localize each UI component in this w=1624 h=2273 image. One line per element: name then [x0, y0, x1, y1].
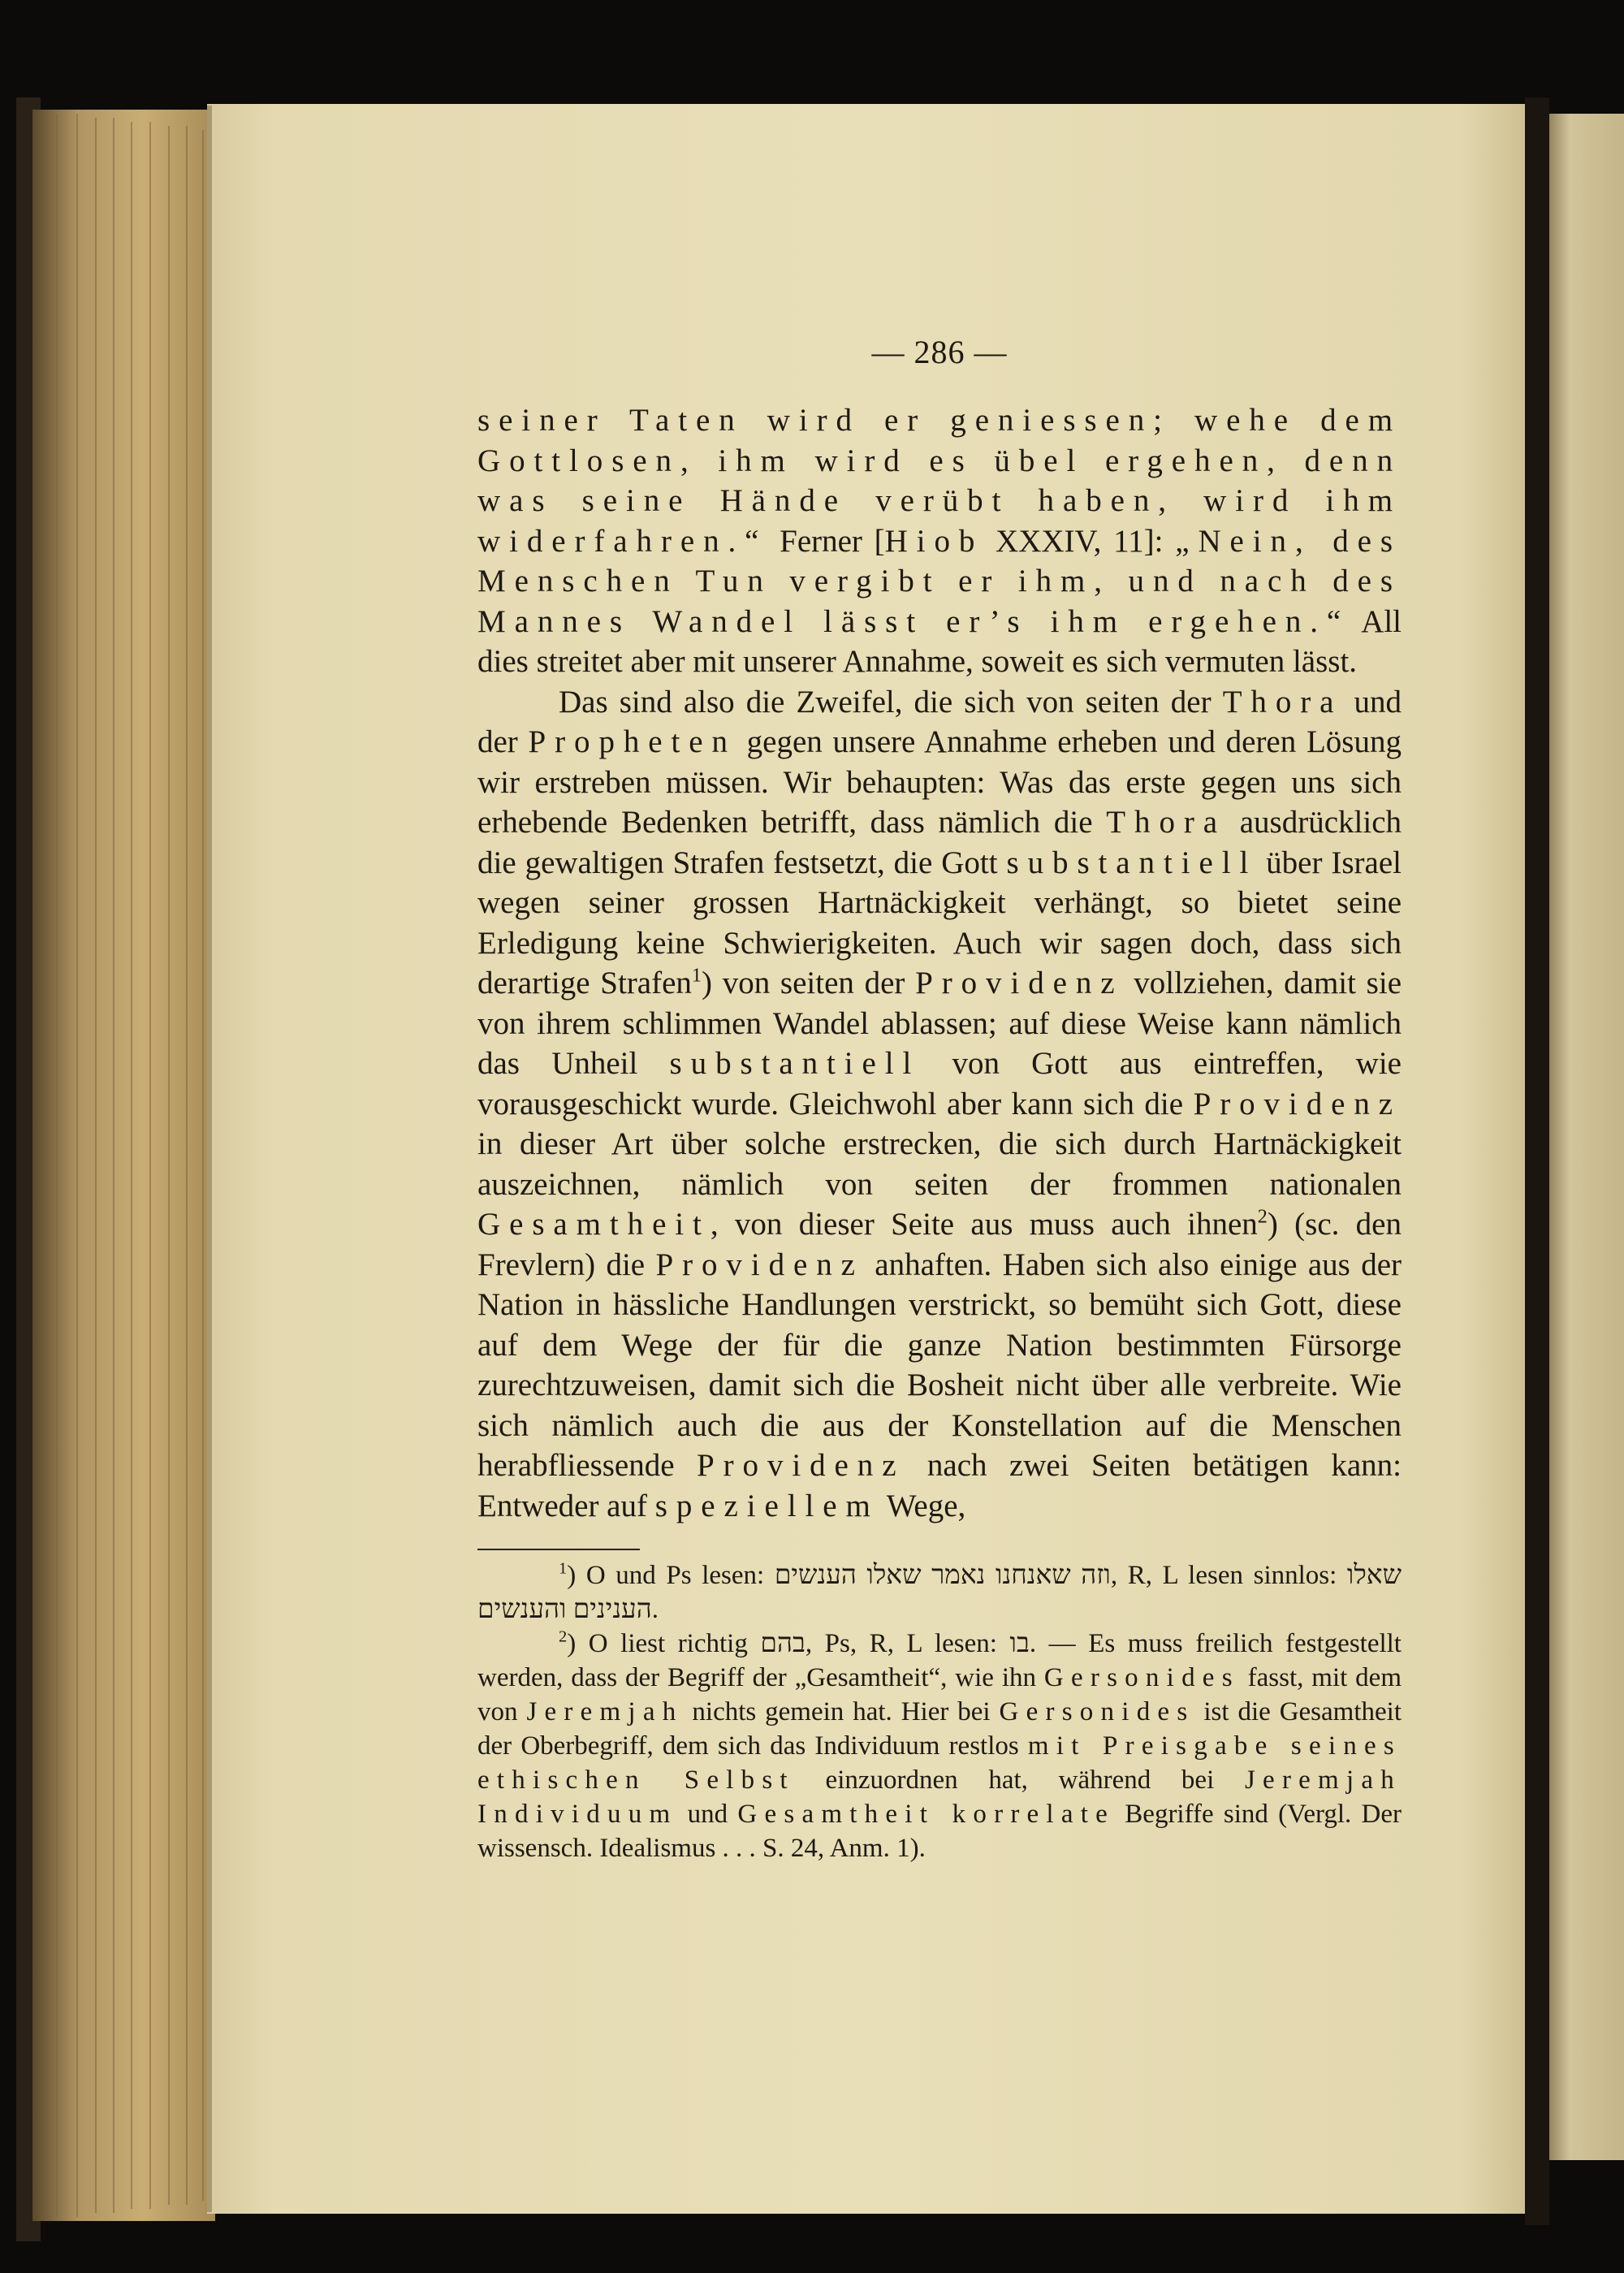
footnote-2 — [477, 1627, 1402, 1865]
footnote-ref: 2 — [1257, 1205, 1268, 1228]
footnote-ref: 1 — [691, 964, 702, 987]
text-run: gegen unsere Annahme erheben und deren Lösung wir erstreben müssen. Wir behaupten: Was das erste gegen uns sich erhebende Bedenken betrifft, dass nämlich die — [477, 724, 1402, 840]
spaced-text: Gersonides — [1043, 1663, 1240, 1692]
spaced-text: Gesamtheit korrelate — [737, 1800, 1116, 1829]
page-number: — 286 — — [871, 334, 1008, 370]
text-run: einzuordnen hat, während bei — [794, 1765, 1245, 1795]
hebrew-text: וזה שאנחנו נאמר שאלו הענשים — [774, 1561, 1111, 1590]
text-run: All dies streitet aber mit unserer Annahme, soweit es sich vermuten lässt. — [477, 603, 1402, 679]
text-run: über Israel wegen seiner grossen Hartnäckigkeit verhängt, so bietet seine Erledigung keine Schwierigkeiten. Auch wir sagen doch, dass sich derartige Strafen — [477, 845, 1402, 1000]
hebrew-text: בהם — [760, 1629, 806, 1658]
text-run: , von dieser Seite aus muss auch ihnen — [710, 1207, 1258, 1242]
spaced-text: Providenz — [697, 1448, 905, 1483]
spaced-text: Gesamtheit — [477, 1207, 710, 1242]
text-run: und der — [477, 684, 1402, 759]
text-run: ) (sc. den Frevlern) die — [477, 1207, 1402, 1282]
binding-shadow — [1525, 97, 1549, 2225]
page-edges-stack — [32, 110, 215, 2221]
text-run: , R, L lesen sinnlos: — [1110, 1561, 1347, 1590]
text-run: Ferner [ — [767, 523, 885, 559]
footnote-rule — [477, 1549, 640, 1550]
spaced-text: Gersonides — [999, 1697, 1195, 1726]
spaced-text: Propheten — [528, 724, 736, 759]
page-text — [477, 333, 1402, 1865]
spaced-text: Providenz — [655, 1247, 864, 1282]
spaced-quote: „Nein, des Menschen Tun vergibt er ihm, und nach des Mannes Wandel lässt er’s ihm ergehen.“ — [477, 523, 1402, 639]
spaced-text: Thora — [1106, 805, 1227, 840]
spaced-text: substantiell — [1006, 845, 1258, 880]
text-run: fasst, mit dem von — [477, 1663, 1402, 1726]
text-run: , Ps, R, L lesen: — [805, 1629, 1010, 1658]
text-run: XXXIV, 11]: — [983, 523, 1176, 559]
text-run: ) O und Ps lesen: — [567, 1561, 775, 1590]
text-run: in dieser Art über solche erstrecken, die sich durch Hartnäckigkeit auszeichnen, nämlich von seiten der frommen nationalen — [477, 1126, 1402, 1202]
footnote-mark: 2 — [559, 1627, 568, 1646]
text-run: von Gott aus eintreffen, wie vorausgeschickt wurde. Gleichwohl aber kann sich die — [477, 1046, 1402, 1121]
text-run: nichts gemein hat. Hier bei — [683, 1697, 1000, 1726]
text-run: . — Es muss freilich festgestellt werden, dass der Begriff der „Gesamtheit“, wie ihn — [477, 1629, 1402, 1692]
footnote-1 — [477, 1558, 1402, 1627]
hebrew-text: שאלו הענינים והענשים — [477, 1561, 1402, 1624]
text-run: ) von seiten der — [702, 966, 916, 1000]
spaced-text: substantiell — [669, 1046, 921, 1081]
text-run: ) O liest richtig — [567, 1629, 761, 1658]
paragraph — [477, 682, 1402, 1527]
spaced-text: Hiob — [884, 523, 984, 559]
paragraph — [477, 400, 1402, 682]
text-run: Wege, — [879, 1488, 966, 1523]
footnote-mark: 1 — [559, 1559, 568, 1578]
spaced-text: speziellem — [654, 1488, 879, 1523]
text-run: Das sind also die Zweifel, die sich von seiten der — [559, 684, 1223, 719]
text-run: ausdrücklich die gewaltigen Strafen festsetzt, die Gott — [477, 805, 1402, 880]
text-run: . — [651, 1595, 659, 1624]
main-text — [477, 400, 1402, 1526]
text-run: ist die Gesamtheit der Oberbegriff, dem sich das Individuum restlos — [477, 1697, 1402, 1761]
text-run: nach zwei Seiten betätigen kann: Entweder auf — [477, 1448, 1402, 1523]
spaced-text: Thora — [1222, 684, 1343, 719]
spaced-text: Providenz — [1193, 1086, 1402, 1121]
facing-page — [1547, 114, 1624, 2160]
hebrew-text: בו — [1009, 1629, 1030, 1658]
text-run: vollziehen, damit sie von ihrem schlimmen Wandel ablassen; auf diese Weise kann nämlich das Unheil — [477, 966, 1402, 1081]
spaced-text: mit Preisgabe seines ethischen Selbst — [477, 1731, 1402, 1795]
spaced-text: Jeremjah — [526, 1697, 684, 1726]
footnotes — [477, 1558, 1402, 1865]
spaced-text: Providenz — [915, 966, 1124, 1000]
text-run: anhaften. Haben sich also einige aus der Nation in hässliche Handlungen verstrickt, so bemüht sich Gott, diese auf dem Wege der für die ganze Nation bestimmten Fürsorge zurechtzuweisen, damit sich die Bosheit nicht über alle verbreite. Wie sich nämlich auch die aus der Konstellation auf die Menschen herabfliessende — [477, 1247, 1402, 1483]
spaced-text: Jeremjah Individuum — [477, 1765, 1402, 1829]
text-run: Begriffe sind (Vergl. Der wissensch. Idealismus . . . S. 24, Anm. 1). — [477, 1800, 1402, 1863]
text-run: und — [677, 1800, 738, 1829]
quote-line: seiner Taten wird er geniessen; wehe dem Gottlosen, ihm wird es übel ergehen, denn was seine Hände verübt haben, wird ihm widerfahren.“ — [477, 403, 1402, 559]
